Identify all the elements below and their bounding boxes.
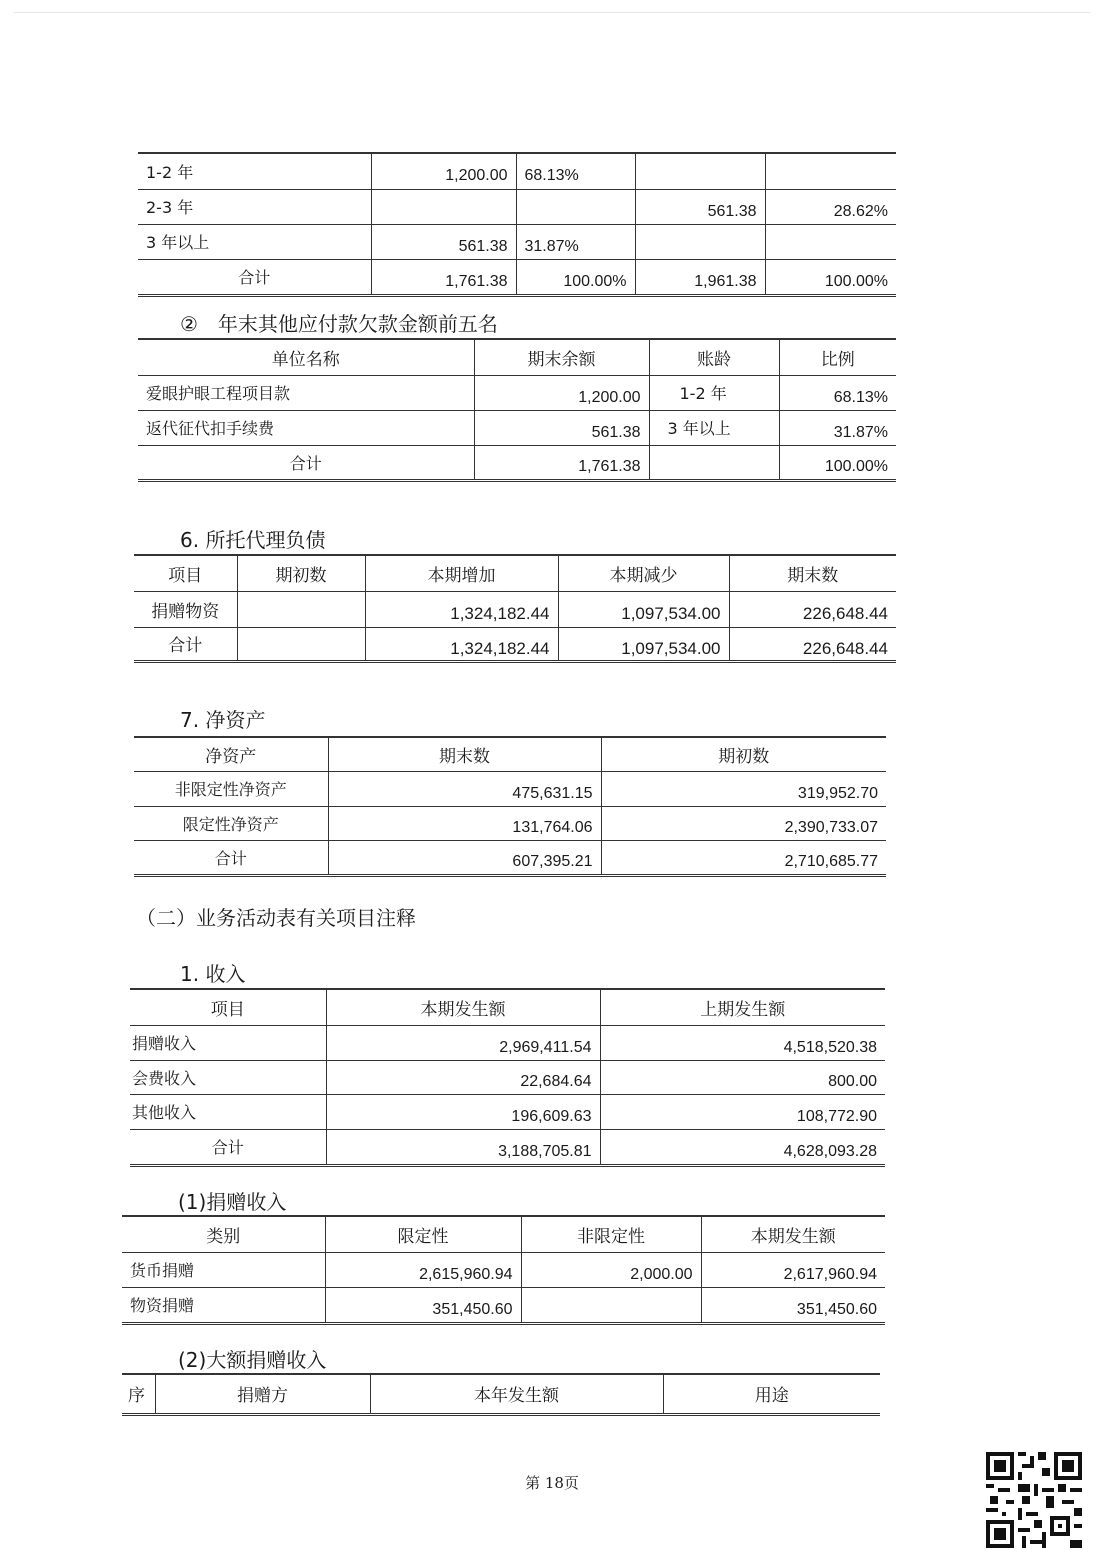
- item-cell: 非限定性净资产: [134, 771, 328, 806]
- balance-cell: 1,761.38: [474, 445, 649, 480]
- current-cell: 22,684.64: [326, 1060, 600, 1094]
- donation-income-table: [122, 1215, 885, 1325]
- table-row: [138, 189, 896, 224]
- header-current-total: 本期发生额: [701, 1216, 885, 1252]
- header-restricted: 限定性: [325, 1216, 521, 1252]
- balance-cell: 1,200.00: [474, 375, 649, 410]
- previous-cell: 800.00: [600, 1060, 885, 1094]
- item-cell: 捐赠物资: [134, 591, 237, 627]
- previous-cell: 108,772.90: [600, 1094, 885, 1129]
- table-row: [138, 224, 896, 259]
- ratio-cell: [765, 153, 896, 189]
- total-label: 合计: [138, 445, 474, 480]
- header-seq: 序: [122, 1374, 155, 1414]
- begin-cell: 2,710,685.77: [601, 840, 886, 875]
- unrestricted-cell: [521, 1287, 701, 1323]
- subsection-heading-large-donation: (2)大额捐赠收入: [178, 1348, 327, 1372]
- unit-name: 爱眼护眼工程项目款: [138, 375, 474, 410]
- table-row: [130, 1025, 885, 1060]
- table-row-total: [138, 445, 896, 480]
- total-cell: 2,617,960.94: [701, 1252, 885, 1287]
- row-label: 3 年以上: [138, 224, 371, 259]
- begin-cell: [237, 591, 365, 627]
- item-cell: 捐赠收入: [130, 1025, 326, 1060]
- amount-cell: [371, 189, 516, 224]
- aging-table: [138, 152, 896, 297]
- table-row: [122, 1287, 885, 1323]
- table-header-row: [134, 737, 886, 771]
- ratio-cell: 28.62%: [765, 189, 896, 224]
- total-cell: 351,450.60: [701, 1287, 885, 1323]
- end-cell: 475,631.15: [328, 771, 601, 806]
- row-label: 2-3 年: [138, 189, 371, 224]
- ratio-cell: 68.13%: [779, 375, 896, 410]
- previous-cell: 4,628,093.28: [600, 1129, 885, 1165]
- large-donation-table: [122, 1373, 880, 1416]
- header-end: 期末数: [729, 555, 896, 591]
- header-begin: 期初数: [601, 737, 886, 771]
- amount-cell: 561.38: [371, 224, 516, 259]
- ratio-cell: 100.00%: [765, 259, 896, 295]
- amount-cell: 1,961.38: [635, 259, 765, 295]
- table-row: [122, 1252, 885, 1287]
- end-cell: 131,764.06: [328, 806, 601, 840]
- total-label: 合计: [134, 627, 237, 661]
- qr-code-icon: [986, 1452, 1082, 1548]
- total-label: 合计: [130, 1129, 326, 1165]
- current-cell: 3,188,705.81: [326, 1129, 600, 1165]
- header-age: 账龄: [649, 339, 779, 375]
- ratio-cell: 100.00%: [516, 259, 635, 295]
- header-category: 类别: [122, 1216, 325, 1252]
- restricted-cell: 351,450.60: [325, 1287, 521, 1323]
- total-label: 合计: [138, 259, 371, 295]
- item-cell: 其他收入: [130, 1094, 326, 1129]
- top5-payables-table: [138, 338, 896, 482]
- table-header-row: [138, 339, 896, 375]
- age-cell: 1-2 年: [649, 375, 779, 410]
- end-cell: 226,648.44: [729, 627, 896, 661]
- section-heading-top5: ② 年末其他应付款欠款金额前五名: [180, 312, 498, 336]
- header-item: 项目: [130, 989, 326, 1025]
- table-header-row: [122, 1216, 885, 1252]
- ratio-cell: [516, 189, 635, 224]
- unrestricted-cell: 2,000.00: [521, 1252, 701, 1287]
- header-balance: 期末余额: [474, 339, 649, 375]
- entrusted-liabilities-table: [134, 554, 896, 663]
- amount-cell: [635, 153, 765, 189]
- age-cell: 3 年以上: [649, 410, 779, 445]
- decrease-cell: 1,097,534.00: [558, 627, 729, 661]
- amount-cell: 561.38: [635, 189, 765, 224]
- decrease-cell: 1,097,534.00: [558, 591, 729, 627]
- current-cell: 196,609.63: [326, 1094, 600, 1129]
- table-row: [130, 1060, 885, 1094]
- net-assets-table: [134, 736, 886, 877]
- item-cell: 会费收入: [130, 1060, 326, 1094]
- ratio-cell: 68.13%: [516, 153, 635, 189]
- header-end: 期末数: [328, 737, 601, 771]
- header-increase: 本期增加: [365, 555, 558, 591]
- header-ratio: 比例: [779, 339, 896, 375]
- ratio-cell: 100.00%: [779, 445, 896, 480]
- table-row: [134, 591, 896, 627]
- table-row: [138, 153, 896, 189]
- header-decrease: 本期减少: [558, 555, 729, 591]
- age-cell: [649, 445, 779, 480]
- header-net-assets: 净资产: [134, 737, 328, 771]
- section-heading-7: 7. 净资产: [180, 708, 266, 732]
- category-cell: 物资捐赠: [122, 1287, 325, 1323]
- header-previous: 上期发生额: [600, 989, 885, 1025]
- ratio-cell: 31.87%: [516, 224, 635, 259]
- part-heading-activities: （二）业务活动表有关项目注释: [136, 906, 416, 930]
- begin-cell: [237, 627, 365, 661]
- page-top-rule: [14, 12, 1090, 13]
- page-number: 第 18页: [525, 1474, 579, 1492]
- amount-cell: 1,200.00: [371, 153, 516, 189]
- header-unit-name: 单位名称: [138, 339, 474, 375]
- ratio-cell: 31.87%: [779, 410, 896, 445]
- table-row: [138, 410, 896, 445]
- end-cell: 226,648.44: [729, 591, 896, 627]
- restricted-cell: 2,615,960.94: [325, 1252, 521, 1287]
- subsection-heading-donation-income: (1)捐赠收入: [178, 1190, 287, 1214]
- header-purpose: 用途: [663, 1374, 880, 1414]
- header-current: 本期发生额: [326, 989, 600, 1025]
- balance-cell: 561.38: [474, 410, 649, 445]
- table-row-total: [138, 259, 896, 295]
- table-row-total: [134, 627, 896, 661]
- header-begin: 期初数: [237, 555, 365, 591]
- begin-cell: 319,952.70: [601, 771, 886, 806]
- header-donor: 捐赠方: [155, 1374, 370, 1414]
- current-cell: 2,969,411.54: [326, 1025, 600, 1060]
- table-row-total: [130, 1129, 885, 1165]
- section-heading-6: 6. 所托代理负债: [180, 528, 326, 552]
- header-item: 项目: [134, 555, 237, 591]
- row-label: 1-2 年: [138, 153, 371, 189]
- table-row-total: [134, 840, 886, 875]
- amount-cell: 1,761.38: [371, 259, 516, 295]
- table-row: [134, 806, 886, 840]
- category-cell: 货币捐赠: [122, 1252, 325, 1287]
- table-header-row: [122, 1374, 880, 1414]
- table-header-row: [134, 555, 896, 591]
- amount-cell: [635, 224, 765, 259]
- section-heading-income: 1. 收入: [180, 962, 246, 986]
- header-unrestricted: 非限定性: [521, 1216, 701, 1252]
- table-row: [138, 375, 896, 410]
- unit-name: 返代征代扣手续费: [138, 410, 474, 445]
- total-label: 合计: [134, 840, 328, 875]
- table-row: [134, 771, 886, 806]
- item-cell: 限定性净资产: [134, 806, 328, 840]
- table-header-row: [130, 989, 885, 1025]
- previous-cell: 4,518,520.38: [600, 1025, 885, 1060]
- begin-cell: 2,390,733.07: [601, 806, 886, 840]
- header-amount: 本年发生额: [370, 1374, 663, 1414]
- end-cell: 607,395.21: [328, 840, 601, 875]
- increase-cell: 1,324,182.44: [365, 591, 558, 627]
- ratio-cell: [765, 224, 896, 259]
- table-row: [130, 1094, 885, 1129]
- increase-cell: 1,324,182.44: [365, 627, 558, 661]
- income-table: [130, 988, 885, 1167]
